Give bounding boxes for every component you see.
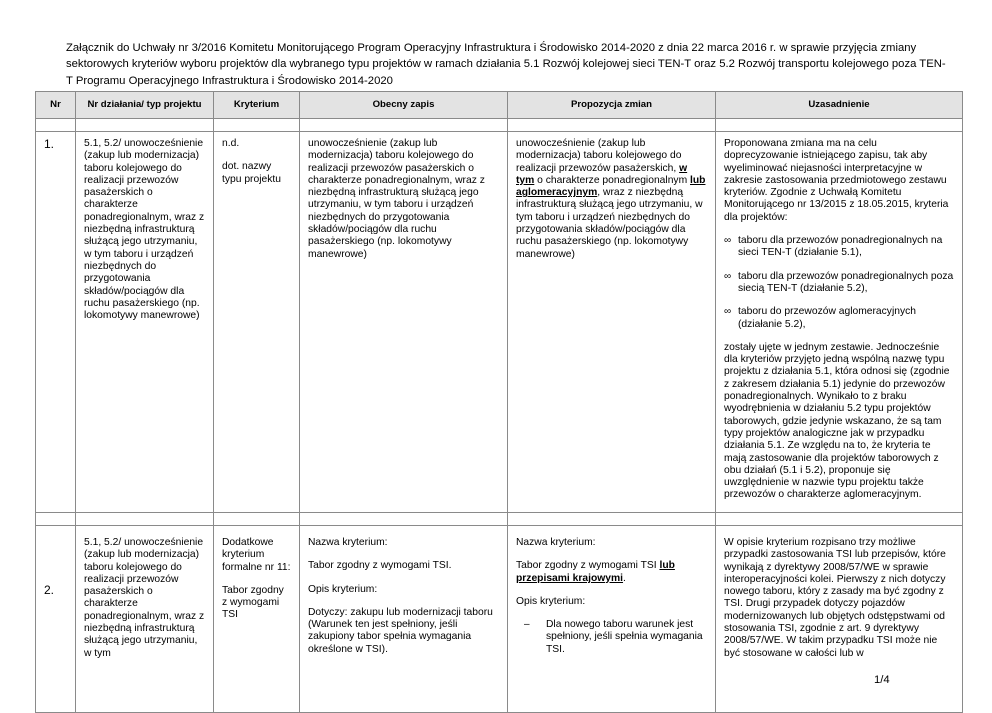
- cell-action-type: [76, 132, 214, 513]
- criterion-text: n.d.: [222, 138, 240, 149]
- justification-paragraph: Proponowana zmiana ma na celu doprecyzowanie istniejącego zapisu, tak aby wyeliminować niejasności interpretacyjne w zakresie zastosowania przedmiotowego zestawu kryteriów. Zgodnie z Uchwałą Komitetu Monitorującego nr 13/2015 z 18.05.2015, kryteria dla projektów:: [724, 138, 949, 223]
- proposal-text-part: , wraz z niezbędną infrastrukturą służącą jego utrzymaniu, w tym taboru i urządzeń niezbędnych do przygotowania składów/pociągów dla ruchu pasażerskiego (np. lokomotywy manewrowe): [516, 187, 703, 260]
- header-nr: Nr: [36, 92, 76, 119]
- page-number: 1/4: [874, 674, 890, 686]
- table-header-row: [36, 92, 963, 119]
- proposal-text-part: .: [623, 572, 626, 584]
- header-action-type: Nr działania/ typ projektu: [76, 92, 214, 119]
- cell-justification: [716, 526, 963, 713]
- row-number-label: 1.: [44, 137, 55, 151]
- cell-criterion: [214, 526, 300, 713]
- criterion-note: dot. nazwy typu projektu: [222, 161, 281, 185]
- proposal-added-text: lub przepisami krajowymi: [516, 560, 675, 584]
- list-item-text: taboru dla przewozów ponadregionalnych na sieci TEN-T (działanie 5.1),: [738, 235, 943, 259]
- cell-criterion: [214, 132, 300, 513]
- current-text: unowocześnienie (zakup lub modernizacja) taboru kolejowego do realizacji przewozów pasażerskich o charakterze ponadregionalnym, wraz z niezbędną infrastrukturą służącą jego utrzymaniu, w tym taboru i urządzeń niezbędnych do przygotowania składów/pociągów dla ruchu pasażerskiego (np. lokomotywy manewrowe): [308, 138, 485, 260]
- dash-icon: –: [524, 619, 530, 631]
- bullet-icon: ∞: [724, 270, 732, 282]
- row-number-label: 2.: [44, 583, 55, 597]
- bullet-icon: ∞: [724, 235, 732, 247]
- criterion-note: Tabor zgodny z wymogami TSI: [222, 584, 284, 621]
- list-item: [724, 271, 954, 296]
- current-label: Nazwa kryterium:: [308, 537, 388, 548]
- justification-paragraph: W opisie kryterium rozpisano trzy możliwe przypadki zastosowania TSI lub przepisów, które wynikają z dyrektywy 2008/57/WE w sprawie interoperacyjności kolei. Pierwszy z nich dotyczy nowego taboru, który z zasady ma być zgodny z TSI. Drugi przypadek dotyczy pojazdów modernizowanych lub objętych odstępstwami od stosowania TSI, zgodnie z art. 9 dyrektywy 2008/57/WE. W takim przypadku TSI może nie być stosowane w całości lub w: [724, 537, 946, 659]
- current-description: Dotyczy: zakupu lub modernizacji taboru (Warunek ten jest spełniony, jeśli zakupiony tabor spełnia wymagania określone w TSI).: [308, 606, 493, 655]
- proposal-added-text: w tym: [516, 162, 688, 186]
- row-number: [36, 526, 76, 713]
- proposal-text-part: o charakterze ponadregionalnym: [534, 174, 691, 186]
- current-name: Tabor zgodny z wymogami TSI.: [308, 560, 452, 572]
- header-criterion: Kryterium: [214, 92, 300, 119]
- header-current: Obecny zapis: [300, 92, 508, 119]
- list-item-text: taboru dla przewozów ponadregionalnych poza siecią TEN-T (działanie 5.2),: [738, 270, 954, 294]
- cell-justification: [716, 132, 963, 513]
- proposal-label: Opis kryterium:: [516, 595, 586, 607]
- criteria-changes-table: [35, 91, 963, 713]
- list-item: [724, 306, 954, 331]
- cell-current: [300, 132, 508, 513]
- action-type-text: 5.1, 5.2/ unowocześnienie (zakup lub modernizacja) taboru kolejowego do realizacji przewozów pasażerskich o charakterze ponadregionalnym, wraz z niezbędną infrastrukturą służącą jego utrzymaniu, w tym taboru i urządzeń niezbędnych do przygotowania składów/pociągów dla ruchu pasażerskiego (np. lokomotywy manewrowe): [84, 138, 205, 322]
- list-item: [724, 235, 954, 260]
- cell-proposal: [508, 132, 716, 513]
- table-row: [36, 526, 963, 713]
- table-spacer: [36, 513, 963, 526]
- cell-action-type: [76, 526, 214, 713]
- header-proposal: Propozycja zmian: [508, 92, 716, 119]
- document-title: Załącznik do Uchwały nr 3/2016 Komitetu Monitorującego Program Operacyjny Infrastruktura i Środowisko 2014-2020 z dnia 22 marca 2016 r. w sprawie przyjęcia zmiany sektorowych kryteriów wyboru projektów dla wybranego typu projektów w ramach działania 5.1 Rozwój kolejowej sieci TEN-T oraz 5.2 Rozwój transportu kolejowego poza TEN-T Programu Operacyjnego Infrastruktura i Środowisko 2014-2020: [66, 42, 946, 87]
- header-justification: Uzasadnienie: [716, 92, 963, 119]
- cell-proposal: [508, 526, 716, 713]
- action-type-text: 5.1, 5.2/ unowocześnienie (zakup lub modernizacja) taboru kolejowego do realizacji przewozów pasażerskich o charakterze ponadregionalnym, wraz z niezbędną infrastrukturą służącą jego utrzymaniu, w tym: [84, 537, 205, 659]
- list-item-text: Dla nowego taboru warunek jest spełniony, jeśli spełnia wymagania TSI.: [546, 619, 703, 655]
- list-item-text: taboru do przewozów aglomeracyjnych (działanie 5.2),: [738, 306, 916, 330]
- row-number: [36, 132, 76, 513]
- proposal-dash-list: [524, 619, 707, 656]
- bullet-icon: ∞: [724, 306, 732, 318]
- justification-bullet-list: [724, 235, 954, 331]
- proposal-added-text: lub aglomeracyjnym: [516, 174, 706, 199]
- table-spacer: [36, 119, 963, 132]
- proposal-text-part: Tabor zgodny z wymogami TSI: [516, 560, 660, 572]
- proposal-label: Nazwa kryterium:: [516, 537, 596, 548]
- criterion-text: Dodatkowe kryterium formalne nr 11:: [222, 537, 291, 573]
- proposal-text-part: unowocześnienie (zakup lub modernizacja) taboru kolejowego do realizacji przewozów pasażerskich,: [516, 138, 682, 174]
- table-row: [36, 132, 963, 513]
- cell-current: [300, 526, 508, 713]
- list-item: [524, 619, 707, 656]
- current-label: Opis kryterium:: [308, 583, 378, 595]
- proposal-name: [516, 560, 707, 585]
- justification-paragraph: zostały ujęte w jednym zestawie. Jednocześnie dla kryteriów przyjęto jedną wspólną nazwę typu projektu z działania 5.1, która odnosi się (zgodnie z zakresem działania 5.1) jedynie do przewozów ponadregionalnych. Wynikało to z braku wyodrębnienia w działaniu 5.2 typu projektów taborowych, gdzie jedynie wskazano, że są tam typy projektów analogiczne jak w przypadku działania 5.1. Ze względu na to, że kryteria te mają zastosowanie dla projektów taborowych z obu działań (5.1 i 5.2), proponuje się uwzględnienie w nazwie typu projektu także przewozów o charakterze aglomeracyjnym.: [724, 341, 950, 501]
